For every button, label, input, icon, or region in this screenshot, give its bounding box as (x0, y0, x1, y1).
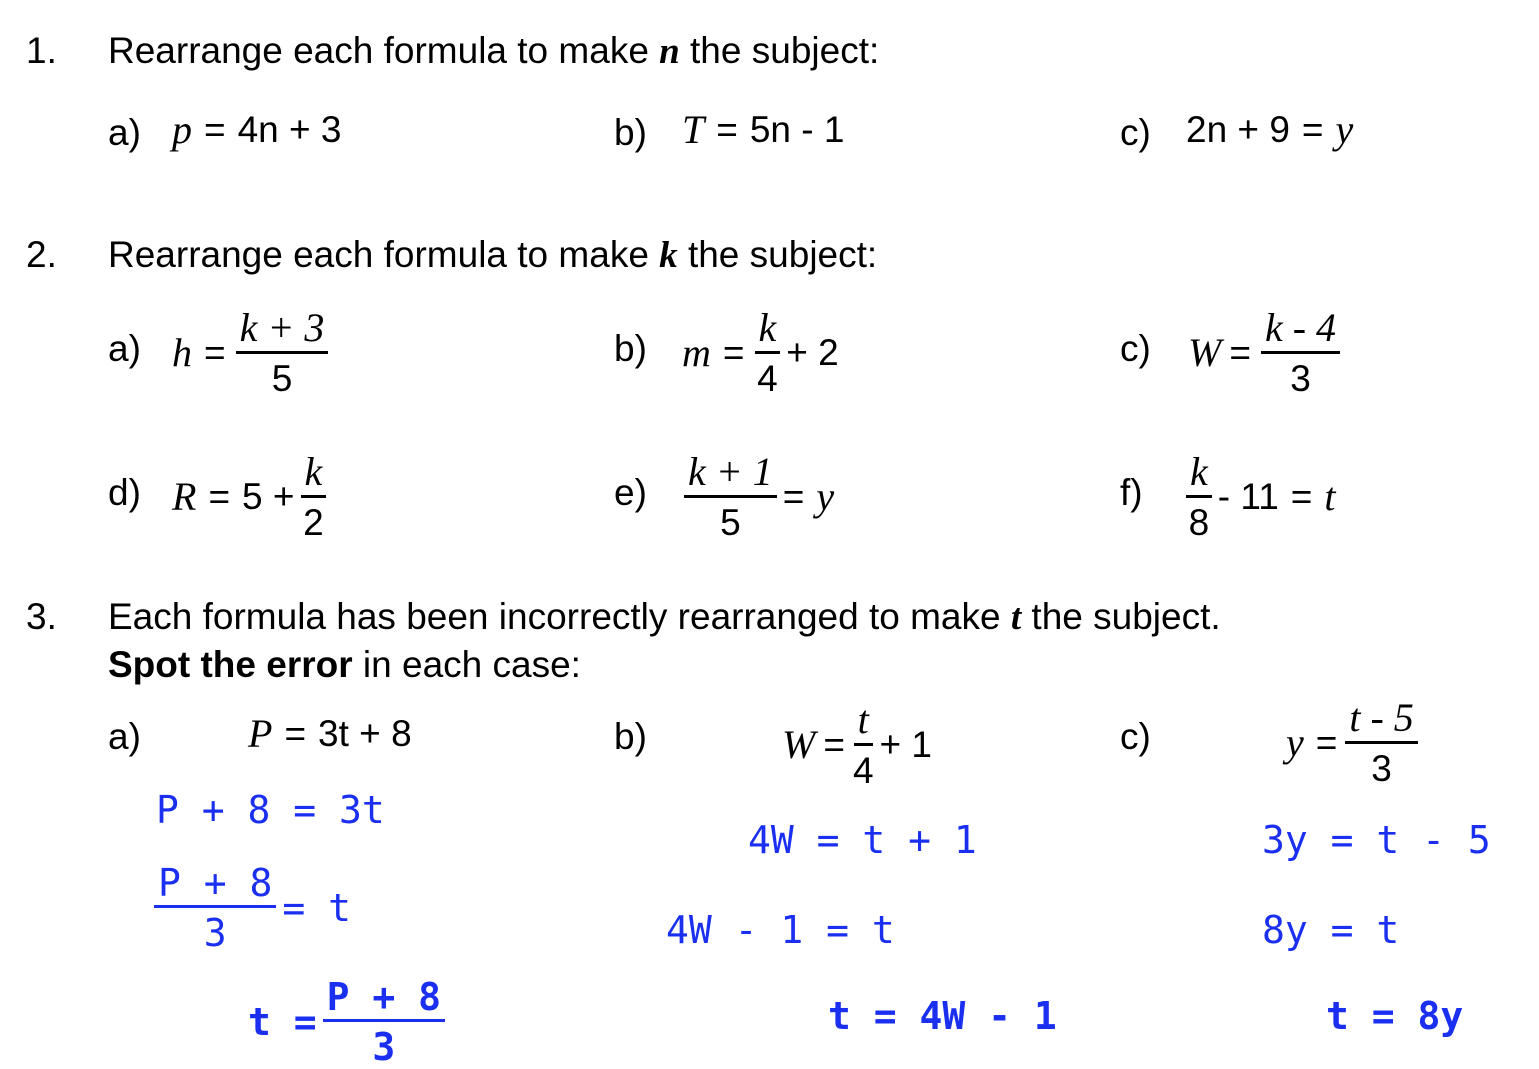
q2-text-after: the subject: (677, 234, 878, 275)
question-2-text (108, 234, 877, 277)
q2a-label: a) (108, 328, 141, 369)
q2a-denominator: 5 (271, 358, 293, 399)
q1c-rhs: y (1335, 107, 1354, 152)
q1b-rhs: 5n - 1 (749, 108, 845, 150)
q2d-equation: R = 5 + $\frac{k}{2}$ (172, 452, 332, 541)
q3a-equation: P = 3t + 8 (248, 711, 412, 756)
q2-text-before: Rearrange each formula to make (108, 234, 660, 275)
q3a-w3-numerator: P + 8 (323, 978, 445, 1022)
q1b-label: b) (614, 112, 647, 153)
q3-instruction-rest: in each case: (352, 644, 581, 685)
q2b-equation: m = $\frac{k}{4}$ + 2 (682, 305, 839, 399)
q1a-lhs: p (172, 107, 192, 152)
q2-variable: k (659, 235, 678, 276)
q3a-w2-rhs: = t (282, 886, 352, 930)
q2e-rhs: y (816, 474, 835, 519)
q1-text-before: Rearrange each formula to make (108, 30, 660, 71)
q1b-equation: T = 5n - 1 (682, 107, 845, 152)
q2d-fraction (301, 449, 327, 543)
q3a-work-step-2-fraction (154, 861, 276, 955)
q2c-equation: W = $\frac{k - 4}{3}$ (1188, 308, 1346, 397)
q1-text-after: the subject: (679, 30, 880, 71)
q3b-work-step-2: 4W - 1 = t (666, 908, 895, 952)
q3c-numerator: t - 5 (1345, 698, 1417, 744)
q2b-fraction (755, 305, 781, 399)
q2f-rhs: t (1324, 474, 1336, 519)
q3b-denominator: 4 (852, 750, 874, 791)
q3c-work-step-1: 3y = t - 5 (1262, 818, 1491, 862)
q3-text-after: the subject. (1021, 596, 1221, 637)
q3a-work-step-1: P + 8 = 3t (156, 788, 385, 832)
q3c-work-step-3: t = 8y (1326, 994, 1464, 1038)
q3c-label: c) (1120, 716, 1151, 757)
q2e-fraction (684, 449, 777, 543)
q2f-denominator: 8 (1188, 502, 1210, 543)
q2f-fraction (1186, 449, 1212, 543)
question-3-instruction (108, 644, 581, 686)
q2a-numerator: k + 3 (236, 308, 329, 354)
q2c-numerator: k - 4 (1261, 308, 1340, 354)
q3a-label: a) (108, 716, 141, 757)
q3a-rhs: 3t + 8 (318, 712, 412, 754)
q3c-work-step-2: 8y = t (1262, 908, 1400, 952)
q1c-equation: 2n + 9 = y (1186, 107, 1354, 152)
q2d-label: d) (108, 472, 141, 513)
question-3-text (108, 596, 1221, 639)
q3a-lhs: P (248, 711, 273, 756)
q3a-w2-numerator: P + 8 (154, 864, 276, 908)
q2a-equation: h = $\frac{k + 3}{5}$ (172, 308, 334, 397)
q2c-label: c) (1120, 328, 1151, 369)
q2b-numerator: k (755, 308, 781, 354)
q3b-label: b) (614, 716, 647, 757)
question-2-number: 2. (26, 234, 57, 275)
q3c-lhs: y (1286, 720, 1304, 765)
q2d-prefix: 5 + (242, 475, 295, 517)
q3c-denominator: 3 (1371, 748, 1392, 789)
q1-variable: n (659, 31, 680, 72)
q2f-label: f) (1120, 472, 1143, 513)
q2e-denominator: 5 (720, 502, 741, 543)
q3b-tail: + 1 (879, 723, 932, 765)
q3a-work-step-3 (248, 975, 451, 1069)
q3b-fraction (852, 697, 874, 791)
q3-instruction-bold: Spot the error (108, 644, 353, 685)
q3a-w3-denominator: 3 (372, 1025, 396, 1069)
q2c-lhs: W (1188, 330, 1222, 375)
q2f-tail: - 11 (1217, 475, 1279, 517)
q1b-lhs: T (682, 107, 705, 152)
q3-text-before: Each formula has been incorrectly rearranged to make (108, 596, 1011, 637)
q1a-equation: p = 4n + 3 (172, 107, 342, 152)
q1c-label: c) (1120, 112, 1151, 153)
q2c-denominator: 3 (1290, 358, 1311, 399)
q2a-lhs: h (172, 330, 192, 375)
q2d-denominator: 2 (303, 502, 324, 543)
q3b-equation: W = $\frac{t}{4}$ + 1 (782, 697, 932, 791)
q2b-lhs: m (682, 330, 711, 375)
q2f-equation: $\frac{k}{8}$ - 11 = t (1180, 452, 1336, 541)
q3a-work-step-2 (148, 861, 352, 955)
q2b-tail: + 2 (786, 331, 839, 373)
question-1-number: 1. (26, 30, 57, 71)
q2b-denominator: 4 (757, 358, 778, 399)
q1a-label: a) (108, 112, 141, 153)
q2d-lhs: R (172, 474, 197, 519)
q3a-w3-lhs: t = (248, 1000, 317, 1044)
q3-variable: t (1010, 597, 1022, 638)
q3c-fraction (1345, 695, 1417, 789)
q2e-label: e) (614, 472, 647, 513)
q2a-fraction (236, 305, 329, 399)
q2e-numerator: k + 1 (684, 452, 777, 498)
q2b-label: b) (614, 328, 647, 369)
q1a-rhs: 4n + 3 (237, 108, 342, 150)
q1c-lhs: 2n + 9 (1186, 108, 1290, 150)
q2e-equation: $\frac{k + 1}{5}$ = y (678, 452, 834, 541)
q3b-work-step-3: t = 4W - 1 (828, 994, 1057, 1038)
q3a-w2-denominator: 3 (203, 911, 227, 955)
q3b-numerator: t (854, 700, 873, 746)
q3c-equation: y = $\frac{t - 5}{3}$ (1286, 698, 1424, 787)
q3b-lhs: W (782, 722, 816, 767)
q2f-numerator: k (1186, 452, 1212, 498)
q3a-work-step-3-fraction (323, 975, 445, 1069)
q2d-numerator: k (301, 452, 327, 498)
q3b-work-step-1: 4W = t + 1 (748, 818, 977, 862)
question-1-text (108, 30, 879, 73)
question-3-number: 3. (26, 596, 57, 637)
